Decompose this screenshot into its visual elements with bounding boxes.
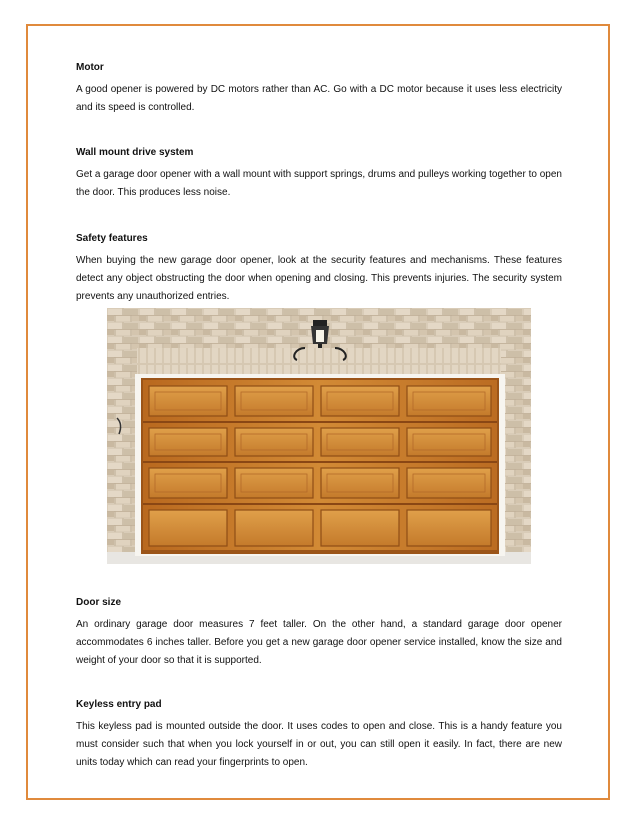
section-heading: Safety features (76, 233, 148, 244)
section-text: When buying the new garage door opener, look at the security features and mechanisms. These features detect any object obstructing the door when opening and closing. This prevents injuries. The security system prevents any unauthorized entries. (76, 255, 562, 302)
section-heading: Wall mount drive system (76, 147, 194, 158)
section-text: A good opener is powered by DC motors rather than AC. Go with a DC motor because it uses less electricity and its speed is controlled. (76, 84, 562, 113)
section-text: An ordinary garage door measures 7 feet taller. On the other hand, a standard garage door opener accommodates 6 inches taller. Before you get a new garage door opener service installed, know the size and weight of your door so that it is supported. (76, 619, 562, 666)
section-text: This keyless pad is mounted outside the door. It uses codes to open and close. This is a handy feature you must consider such that when you lock yourself in or out, you can still open it easily. In fact, there are new units today which can read your fingerprints to open. (76, 721, 562, 768)
section-keyless-entry (76, 699, 562, 772)
garage-door-photo (107, 308, 531, 564)
section-heading: Motor (76, 62, 104, 73)
section-heading: Door size (76, 597, 122, 608)
section-door-size (76, 597, 562, 670)
section-safety (76, 233, 562, 306)
section-text: Get a garage door opener with a wall mount with support springs, drums and pulleys working together to open the door. This produces less noise. (76, 169, 562, 198)
section-motor (76, 62, 562, 117)
section-wall-mount (76, 147, 562, 202)
section-heading: Keyless entry pad (76, 699, 162, 710)
